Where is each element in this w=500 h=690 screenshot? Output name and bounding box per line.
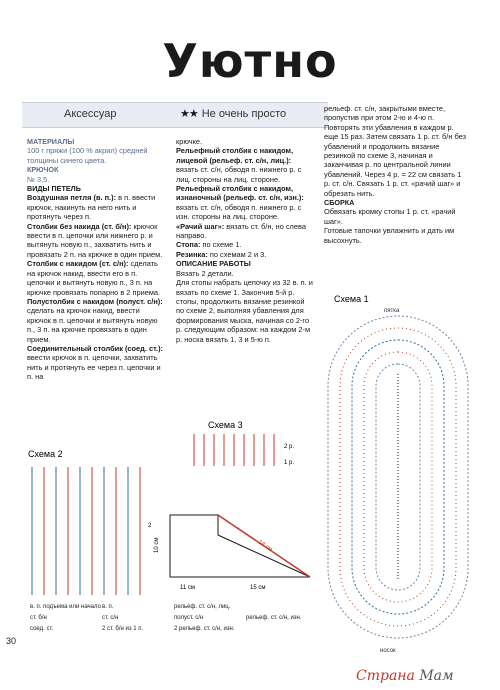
term: Соединительный столбик (соед. ст.): [27, 343, 164, 353]
legend-item: рельеф. ст. с/н, лиц. [174, 604, 231, 610]
watermark-b: Мам [419, 668, 454, 684]
work-text-3: рельеф. ст. с/н, закрытыми вместе, пропустив при этом 2-ю и 4-ю п. Повторять эти убавления в каждом р. еще 15 раз. Затем связать 1 р. ст. б/н без убавлений и продолжить вязание резинкой по схеме 3, начиная и заканчивая р. по центральной линии убавлений. Через 4 р. = 22 см связать 1 р. ст. с/н. Связать 1 р. ст. «рачий шаг» и обрезать нить. [324, 104, 466, 198]
column-3 [324, 104, 466, 245]
term: Столбик без накида (ст. б/н): [27, 221, 132, 231]
hook-text: № 3,5. [27, 174, 50, 184]
legend-item: в. п. подъема или начало [30, 604, 101, 610]
def: крючок ввести в п. цепочки или нижнего р. и вытянуть новую п., захватить нить и провязать 2 п. на крючке в один прием. [27, 221, 163, 259]
term: «Рачий шаг»: [176, 221, 225, 231]
loop-def [176, 240, 313, 249]
assembly-text-2: Готовые тапочки увлажнить и дать им высохнуть. [324, 226, 455, 245]
row-1-label: 1 р. [284, 460, 295, 466]
scheme-2-stitches [32, 467, 140, 595]
scheme-3-label: Схема 3 [208, 420, 243, 430]
materials-text: 100 г пряжи (100 % акрил) средней толщины синего цвета. [27, 146, 148, 165]
loop-def [27, 193, 165, 221]
work-text-1: Вязать 2 детали. [176, 268, 234, 278]
width-2-label: 15 см [250, 585, 266, 591]
hook-heading: КРЮЧОК [27, 165, 59, 175]
scheme-1-chart [318, 290, 500, 660]
assembly-text-1: Обвязать кромку стопы 1 р. ст. «рачий шаг». [324, 207, 456, 226]
legend-item: в. п. [102, 604, 114, 610]
scheme-2-label: Схема 2 [28, 449, 63, 459]
def: ввести крючок в п. цепочки, захватить нить и протянуть ее через п. цепочки и п. на [27, 353, 161, 382]
work-heading: ОПИСАНИЕ РАБОТЫ [176, 259, 251, 269]
legend-item: полуст. с/н [174, 615, 204, 621]
legend-item: рельеф. ст. с/н, изн. [246, 615, 302, 621]
page-title: Уютно [162, 34, 338, 88]
mark-label: 2 [148, 523, 152, 529]
legend-item: ст. б/н [30, 615, 47, 621]
difficulty-text: Не очень просто [201, 108, 287, 120]
def: сделать на крючок накид, ввести его в п. цепочки и вытянуть новую п., 3 п. на крючке провязать попарно в 2 приема. [27, 259, 161, 297]
column-1 [27, 137, 165, 382]
loop-def [176, 250, 313, 259]
loop-def [27, 259, 165, 297]
legend-item: 2 ст. б/н из 1 п. [102, 626, 144, 632]
def: вязать ст. с/н, обводя п. нижнего р. с изн. стороны на лиц. стороне. [176, 202, 302, 222]
term: Рельефный столбик с накидом, лицевой (рельеф. ст. с/н, лиц.): [176, 146, 294, 165]
loops-heading: ВИДЫ ПЕТЕЛЬ [27, 184, 81, 194]
def: сделать на крючок накид, ввести крючок в п. цепочки и вытянуть новую п., 3 п. на крючке провязать в один прием. [27, 306, 158, 344]
loop-def [176, 184, 313, 222]
slipper-outline [170, 515, 310, 577]
term: Столбик с накидом (ст. с/н): [27, 259, 129, 269]
loop-def [176, 222, 313, 241]
loop-def [176, 146, 313, 184]
def: в п. ввести крючок, накинуть на него нить и протянуть через п. [27, 193, 156, 222]
slipper-diagram [140, 505, 330, 597]
watermark-a: Страна [356, 668, 415, 684]
legend-item: 2 рельеф. ст. с/н, изн. [174, 626, 235, 632]
loop-def [27, 344, 165, 382]
term: Воздушная петля (в. п.): [27, 193, 117, 203]
difficulty-stars: ★★ [180, 108, 198, 120]
work-text-2: Для стопы набрать цепочку из 32 в. п. и вязать по схеме 1. Закончив 5-й р. стопы, продолжить вязание резинкой по схеме 2, выполняя убавления для формирования мыска, начиная со 2-го р. следующим образом: на каждом 2-м р. носка вязать 1, 3 и 5-ю п. [176, 278, 313, 344]
term: Стопа: [176, 240, 201, 250]
loop-def [27, 297, 165, 344]
materials-heading: МАТЕРИАЛЫ [27, 137, 75, 146]
legend-item: ст. с/н [102, 615, 119, 621]
column-2 [176, 137, 313, 344]
diagonal-label: 18 см [256, 539, 274, 554]
width-1-label: 11 см [180, 585, 196, 591]
height-label: 10 см [154, 537, 160, 553]
scheme-3-stitches [194, 434, 274, 466]
page-number: 30 [6, 636, 17, 646]
term: Полустолбик с накидом (полуст. с/н): [27, 296, 163, 306]
def: по схемам 2 и 3. [209, 249, 267, 259]
continuation: крючке. [176, 137, 203, 146]
header-bar [22, 102, 328, 128]
def: вязать ст. б/н, но слева направо. [176, 221, 306, 241]
watermark [356, 668, 454, 684]
heel-label: пятка [384, 308, 400, 314]
scheme-3-chart [186, 418, 311, 478]
toe-label: носок [380, 648, 396, 654]
term: Резинка: [176, 249, 208, 259]
def: вязать ст. с/н, обводя п. нижнего р. с лиц. стороны на лиц. стороне. [176, 165, 302, 184]
category-label: Аксессуар [64, 108, 117, 120]
assembly-heading: СБОРКА [324, 198, 355, 208]
loop-def [27, 222, 165, 260]
legend [30, 602, 330, 635]
difficulty-label [180, 107, 286, 120]
legend-item: соед. ст. [30, 626, 54, 632]
term: Рельефный столбик с накидом, изнаночный (рельеф. ст. с/н, изн.): [176, 184, 304, 203]
def: по схеме 1. [202, 240, 242, 250]
scheme-1-label: Схема 1 [334, 294, 369, 304]
row-2-label: 2 р. [284, 444, 295, 450]
